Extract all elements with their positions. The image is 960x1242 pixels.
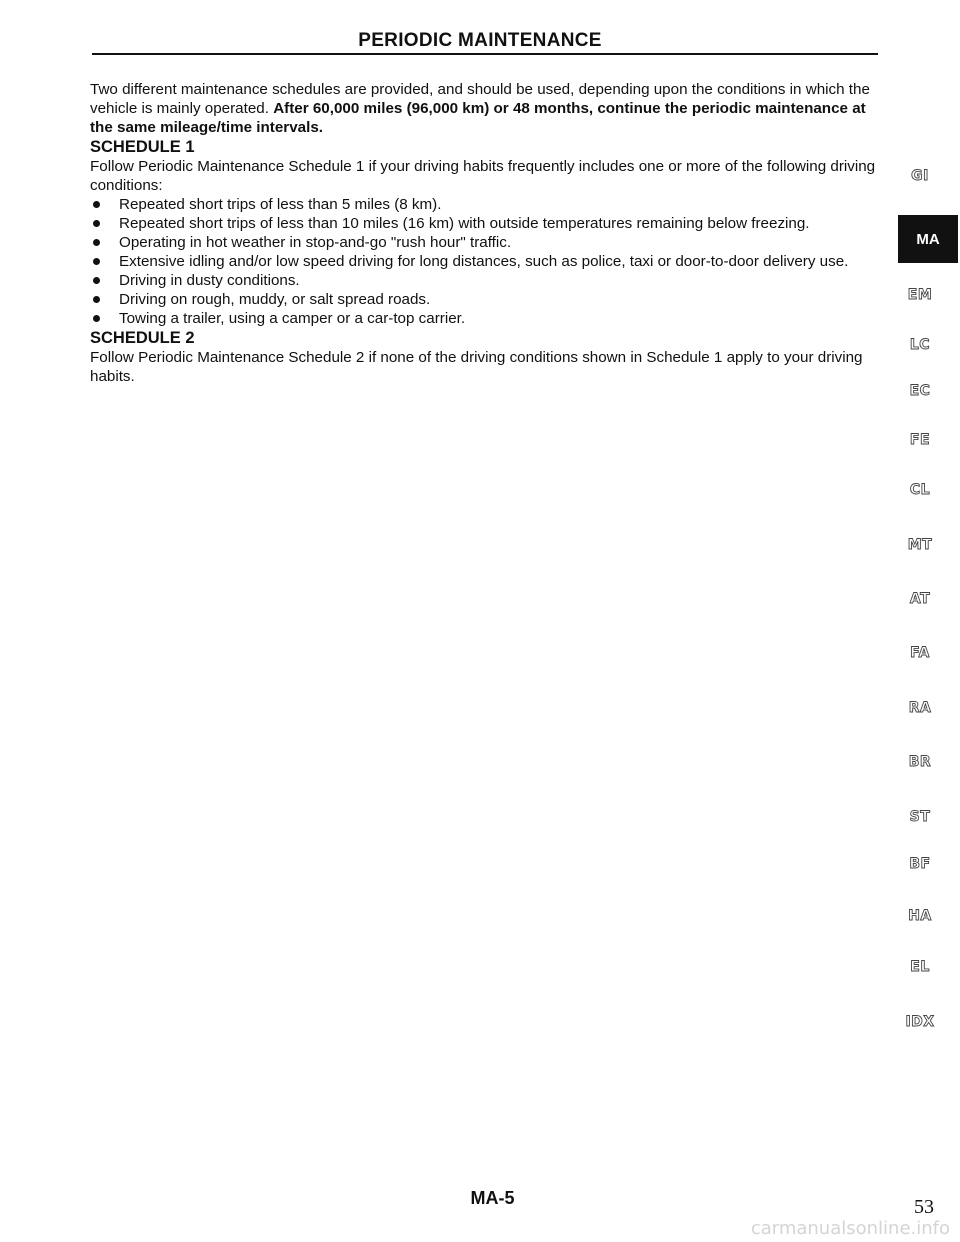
section-tab-fa[interactable]: FA	[910, 645, 930, 661]
title-underline	[92, 53, 878, 55]
schedule-1-heading: SCHEDULE 1	[90, 138, 195, 156]
page-number: 53	[914, 1196, 934, 1218]
section-tab-em[interactable]: EM	[907, 287, 933, 303]
list-item: Extensive idling and/or low speed driving for long distances, such as police, taxi or door-to-door delivery use.	[90, 252, 885, 271]
section-tab-gi[interactable]: GI	[911, 168, 929, 184]
main-content	[90, 80, 885, 386]
page-title: PERIODIC MAINTENANCE	[358, 30, 602, 51]
section-tab-active[interactable]: MA	[898, 215, 958, 263]
schedule-2-heading: SCHEDULE 2	[90, 329, 195, 347]
list-item: Operating in hot weather in stop-and-go "rush hour" traffic.	[90, 233, 885, 252]
section-tab-el[interactable]: EL	[910, 959, 930, 975]
section-tab-ec[interactable]: EC	[909, 383, 931, 399]
section-tab-cl[interactable]: CL	[909, 482, 931, 498]
watermark: carmanualsonline.info	[750, 1218, 950, 1239]
section-tab-ha[interactable]: HA	[908, 908, 932, 924]
intro-text: Two different maintenance schedules are provided, and should be used, depending upon the conditions in which the vehicle is mainly operated.	[90, 81, 870, 117]
schedule-2-description: Follow Periodic Maintenance Schedule 2 if none of the driving conditions shown in Schedule 1 apply to your driving habits.	[90, 349, 863, 385]
schedule-1-conditions-list	[90, 195, 885, 328]
schedule-1-description: Follow Periodic Maintenance Schedule 1 if your driving habits frequently includes one or more of the following driving conditions:	[90, 158, 876, 194]
intro-bold-text: After 60,000 miles (96,000 km) or 48 months, continue the periodic maintenance at the same mileage/time intervals.	[90, 100, 866, 136]
list-item: Repeated short trips of less than 5 miles (8 km).	[90, 195, 885, 214]
section-tab-lc[interactable]: LC	[909, 337, 931, 353]
page-code: MA-5	[470, 1188, 515, 1208]
section-tab-fe[interactable]: FE	[909, 432, 931, 448]
section-tab-br[interactable]: BR	[908, 754, 932, 770]
section-tab-at[interactable]: AT	[909, 591, 931, 607]
list-item: Towing a trailer, using a camper or a car-top carrier.	[90, 309, 885, 328]
list-item: Driving on rough, muddy, or salt spread roads.	[90, 290, 885, 309]
section-tab-idx[interactable]: IDX	[905, 1014, 935, 1030]
section-tab-ra[interactable]: RA	[908, 700, 932, 716]
intro-paragraph	[90, 80, 885, 137]
list-item: Driving in dusty conditions.	[90, 271, 885, 290]
section-tab-mt[interactable]: MT	[907, 537, 933, 553]
section-tab-bf[interactable]: BF	[909, 856, 931, 872]
list-item: Repeated short trips of less than 10 miles (16 km) with outside temperatures remaining below freezing.	[90, 214, 885, 233]
section-tab-st[interactable]: ST	[909, 809, 931, 825]
